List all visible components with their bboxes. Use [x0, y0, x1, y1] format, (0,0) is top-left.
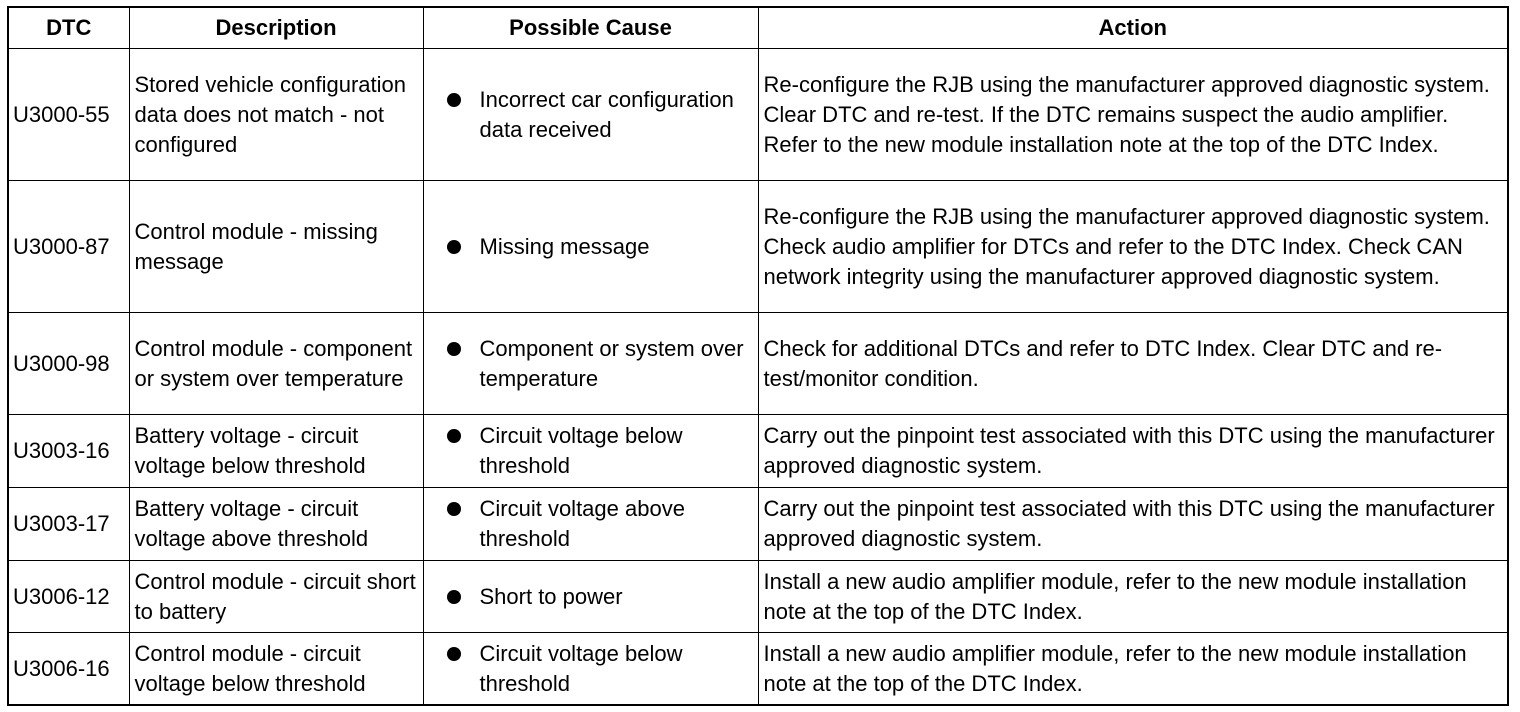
header-dtc: DTC	[8, 7, 129, 49]
table-row	[8, 633, 1508, 705]
dtc-code: U3003-16	[8, 415, 129, 488]
dtc-description: Battery voltage - circuit voltage above threshold	[129, 488, 423, 561]
possible-cause-text: Circuit voltage above threshold	[479, 496, 685, 552]
action-text: Check for additional DTCs and refer to DTC Index. Clear DTC and re-test/monitor condition.	[758, 313, 1508, 415]
possible-cause-text: Short to power	[479, 583, 623, 609]
table-row	[8, 415, 1508, 488]
header-description: Description	[129, 7, 423, 49]
header-action: Action	[758, 7, 1508, 49]
dtc-code: U3003-17	[8, 488, 129, 561]
dtc-description: Battery voltage - circuit voltage below threshold	[129, 415, 423, 488]
table-row	[8, 488, 1508, 561]
action-text: Carry out the pinpoint test associated with this DTC using the manufacturer approved diagnostic system.	[758, 488, 1508, 561]
possible-cause-cell	[423, 49, 758, 181]
dtc-description: Control module - circuit short to battery	[129, 561, 423, 633]
bullet-icon	[447, 647, 461, 661]
possible-cause-text: Circuit voltage below threshold	[479, 640, 683, 696]
action-text: Carry out the pinpoint test associated with this DTC using the manufacturer approved diagnostic system.	[758, 415, 1508, 488]
table-row	[8, 181, 1508, 313]
possible-cause-text: Missing message	[479, 233, 650, 259]
table-row	[8, 313, 1508, 415]
dtc-description: Control module - circuit voltage below threshold	[129, 633, 423, 705]
header-row	[8, 7, 1508, 49]
possible-cause-cell	[423, 488, 758, 561]
possible-cause-text: Circuit voltage below threshold	[479, 423, 683, 479]
dtc-code: U3006-12	[8, 561, 129, 633]
possible-cause-cell	[423, 561, 758, 633]
bullet-icon	[447, 429, 461, 443]
possible-cause-cell	[423, 633, 758, 705]
bullet-icon	[447, 590, 461, 604]
table-row	[8, 49, 1508, 181]
header-possible-cause: Possible Cause	[423, 7, 758, 49]
bullet-icon	[447, 502, 461, 516]
action-text: Re-configure the RJB using the manufacturer approved diagnostic system. Check audio amplifier for DTCs and refer to the DTC Index. Check CAN network integrity using the manufacturer approved diagnostic system.	[758, 181, 1508, 313]
table-row	[8, 561, 1508, 633]
dtc-code: U3000-87	[8, 181, 129, 313]
dtc-table	[7, 6, 1509, 706]
possible-cause-cell	[423, 415, 758, 488]
possible-cause-text: Incorrect car configuration data received	[479, 86, 734, 142]
bullet-icon	[447, 240, 461, 254]
action-text: Install a new audio amplifier module, refer to the new module installation note at the top of the DTC Index.	[758, 633, 1508, 705]
dtc-code: U3000-55	[8, 49, 129, 181]
dtc-description: Control module - component or system over temperature	[129, 313, 423, 415]
dtc-table-container	[7, 6, 1507, 706]
bullet-icon	[447, 342, 461, 356]
possible-cause-cell	[423, 313, 758, 415]
possible-cause-cell	[423, 181, 758, 313]
bullet-icon	[447, 93, 461, 107]
dtc-description: Stored vehicle configuration data does not match - not configured	[129, 49, 423, 181]
dtc-code: U3000-98	[8, 313, 129, 415]
dtc-description: Control module - missing message	[129, 181, 423, 313]
action-text: Re-configure the RJB using the manufacturer approved diagnostic system. Clear DTC and re-test. If the DTC remains suspect the audio amplifier. Refer to the new module installation note at the top of the DTC Index.	[758, 49, 1508, 181]
action-text: Install a new audio amplifier module, refer to the new module installation note at the top of the DTC Index.	[758, 561, 1508, 633]
dtc-code: U3006-16	[8, 633, 129, 705]
possible-cause-text: Component or system over temperature	[479, 335, 744, 391]
